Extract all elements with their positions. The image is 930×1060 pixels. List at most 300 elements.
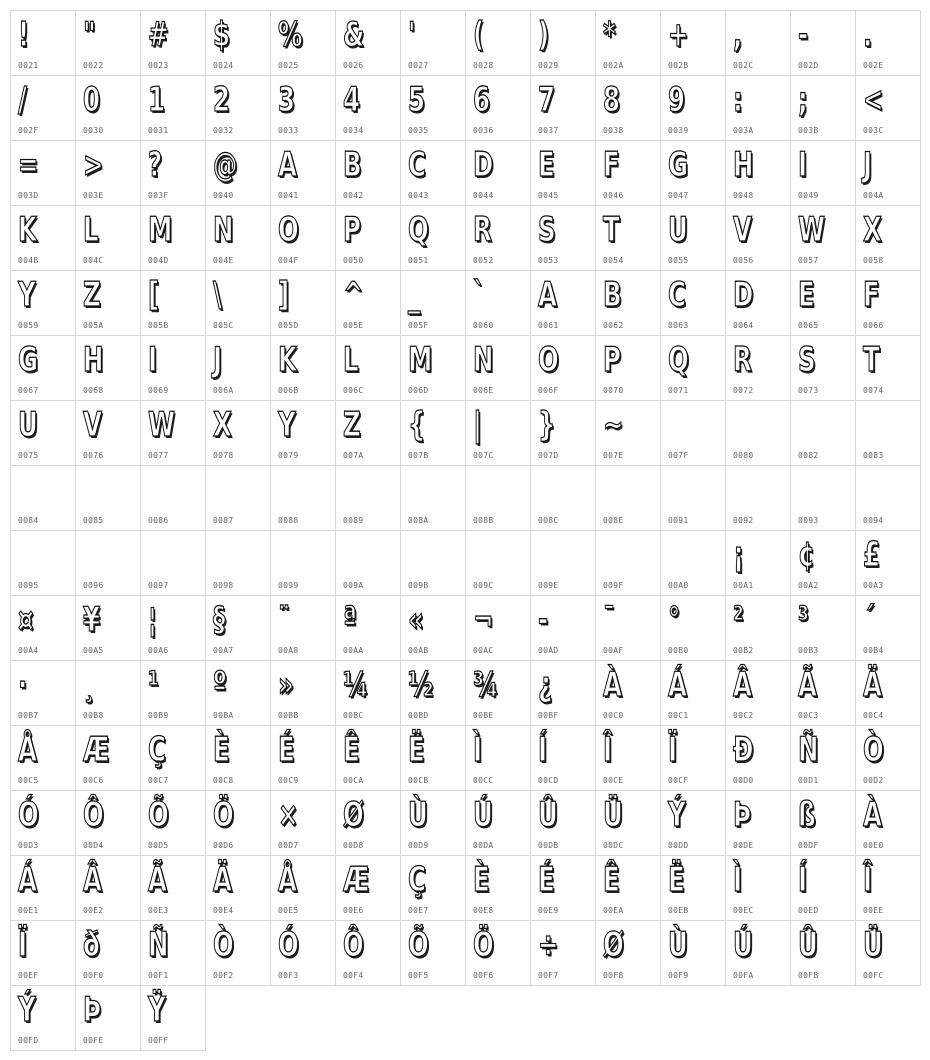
glyph-cell[interactable] (531, 401, 596, 466)
glyph-cell[interactable] (141, 11, 206, 76)
glyph-code-label: 00B8 (83, 711, 104, 720)
glyph-cell[interactable] (271, 206, 336, 271)
glyph-cell[interactable] (661, 661, 726, 726)
glyph-cell[interactable] (661, 856, 726, 921)
glyph-cell[interactable] (466, 206, 531, 271)
glyph-cell[interactable] (141, 206, 206, 271)
glyph-cell[interactable] (76, 921, 141, 986)
glyph-cell[interactable] (141, 661, 206, 726)
glyph-cell[interactable] (531, 336, 596, 401)
glyph-cell[interactable] (141, 141, 206, 206)
glyph-cell[interactable] (336, 206, 401, 271)
glyph-cell[interactable] (661, 336, 726, 401)
glyph-sample: ³ (798, 600, 809, 640)
glyph-cell[interactable] (531, 531, 596, 596)
glyph-cell[interactable] (856, 206, 921, 271)
glyph-sample: Û (538, 795, 558, 835)
glyph-cell[interactable] (336, 11, 401, 76)
glyph-code-label: 00DC (603, 841, 624, 850)
glyph-sample: Í (798, 860, 808, 900)
glyph-code-label: 00EA (603, 906, 624, 915)
glyph-code-label: 00CC (473, 776, 494, 785)
glyph-cell[interactable] (401, 141, 466, 206)
glyph-cell[interactable] (791, 856, 856, 921)
glyph-cell[interactable] (791, 466, 856, 531)
glyph-sample: ¨ (278, 600, 291, 640)
glyph-cell[interactable] (791, 921, 856, 986)
glyph-code-label: 00DF (798, 841, 819, 850)
glyph-cell[interactable] (596, 921, 661, 986)
glyph-cell[interactable] (271, 921, 336, 986)
glyph-cell[interactable] (726, 661, 791, 726)
glyph-code-label: 0070 (603, 386, 624, 395)
glyph-code-label: 00C3 (798, 711, 819, 720)
glyph-cell[interactable] (726, 921, 791, 986)
glyph-cell[interactable] (596, 856, 661, 921)
glyph-cell[interactable] (596, 11, 661, 76)
glyph-cell[interactable] (206, 11, 271, 76)
glyph-cell[interactable] (401, 401, 466, 466)
glyph-cell[interactable] (726, 596, 791, 661)
glyph-sample: ? (148, 145, 163, 185)
glyph-cell[interactable] (596, 76, 661, 141)
glyph-cell[interactable] (401, 271, 466, 336)
glyph-cell[interactable] (401, 76, 466, 141)
glyph-cell[interactable] (336, 791, 401, 856)
glyph-sample: A (278, 145, 297, 185)
glyph-cell[interactable] (76, 791, 141, 856)
glyph-cell[interactable] (856, 531, 921, 596)
glyph-cell[interactable] (661, 921, 726, 986)
glyph-cell[interactable] (661, 76, 726, 141)
glyph-code-label: 0031 (148, 126, 169, 135)
glyph-sample: M (148, 210, 173, 250)
glyph-cell[interactable] (856, 661, 921, 726)
glyph-cell[interactable] (466, 791, 531, 856)
glyph-sample: + (668, 15, 689, 55)
glyph-sample: À (603, 665, 622, 705)
glyph-cell[interactable] (791, 206, 856, 271)
glyph-cell[interactable] (726, 11, 791, 76)
glyph-code-label: 0096 (83, 581, 104, 590)
glyph-cell[interactable] (76, 336, 141, 401)
glyph-cell[interactable] (271, 661, 336, 726)
glyph-sample: Ë (408, 730, 425, 770)
glyph-sample: . (863, 15, 873, 55)
glyph-cell[interactable] (791, 401, 856, 466)
glyph-cell[interactable] (76, 986, 141, 1051)
glyph-cell[interactable] (791, 336, 856, 401)
glyph-cell[interactable] (336, 141, 401, 206)
glyph-code-label: 0047 (668, 191, 689, 200)
glyph-code-label: 00AF (603, 646, 624, 655)
glyph-cell[interactable] (206, 726, 271, 791)
glyph-sample: 3 (278, 80, 296, 120)
glyph-sample: W (798, 210, 826, 250)
glyph-sample: È (473, 860, 490, 900)
glyph-cell[interactable] (856, 921, 921, 986)
glyph-cell[interactable] (11, 466, 76, 531)
glyph-cell[interactable] (531, 791, 596, 856)
glyph-cell[interactable] (596, 661, 661, 726)
glyph-cell[interactable] (726, 791, 791, 856)
glyph-code-label: 006C (343, 386, 364, 395)
glyph-sample: Ô (343, 925, 364, 965)
glyph-cell[interactable] (271, 726, 336, 791)
glyph-cell[interactable] (271, 791, 336, 856)
glyph-cell[interactable] (856, 856, 921, 921)
glyph-code-label: 007F (668, 451, 689, 460)
glyph-cell[interactable] (531, 726, 596, 791)
glyph-cell[interactable] (401, 921, 466, 986)
glyph-sample: Õ (408, 925, 429, 965)
glyph-cell[interactable] (856, 141, 921, 206)
glyph-cell[interactable] (336, 336, 401, 401)
glyph-sample: Ô (83, 795, 104, 835)
glyph-cell[interactable] (206, 791, 271, 856)
glyph-cell[interactable] (661, 401, 726, 466)
glyph-cell[interactable] (661, 596, 726, 661)
glyph-cell[interactable] (726, 206, 791, 271)
glyph-cell[interactable] (531, 141, 596, 206)
glyph-cell[interactable] (11, 791, 76, 856)
glyph-code-label: 003E (83, 191, 104, 200)
glyph-cell[interactable] (531, 76, 596, 141)
glyph-cell[interactable] (401, 336, 466, 401)
glyph-cell[interactable] (141, 986, 206, 1051)
glyph-sample: P (603, 340, 621, 380)
glyph-sample: V (733, 210, 752, 250)
glyph-cell[interactable] (466, 141, 531, 206)
glyph-cell[interactable] (206, 466, 271, 531)
glyph-sample: | (473, 405, 482, 445)
glyph-cell[interactable] (466, 531, 531, 596)
glyph-cell[interactable] (791, 531, 856, 596)
glyph-cell[interactable] (726, 531, 791, 596)
glyph-sample: X (863, 210, 882, 250)
glyph-code-label: 00A0 (668, 581, 689, 590)
glyph-cell[interactable] (791, 76, 856, 141)
glyph-cell[interactable] (596, 401, 661, 466)
glyph-cell[interactable] (76, 271, 141, 336)
glyph-cell[interactable] (856, 791, 921, 856)
glyph-cell[interactable] (271, 466, 336, 531)
glyph-cell[interactable] (466, 401, 531, 466)
glyph-cell[interactable] (596, 336, 661, 401)
glyph-sample: / (18, 80, 27, 120)
glyph-code-label: 00D5 (148, 841, 169, 850)
glyph-code-label: 0079 (278, 451, 299, 460)
glyph-cell[interactable] (726, 271, 791, 336)
glyph-cell[interactable] (336, 661, 401, 726)
glyph-cell[interactable] (596, 206, 661, 271)
glyph-code-label: 0063 (668, 321, 689, 330)
glyph-cell[interactable] (336, 466, 401, 531)
glyph-cell[interactable] (466, 856, 531, 921)
glyph-sample: S (798, 340, 816, 380)
glyph-cell[interactable] (791, 271, 856, 336)
glyph-cell[interactable] (271, 76, 336, 141)
glyph-code-label: 0082 (798, 451, 819, 460)
glyph-cell[interactable] (596, 596, 661, 661)
glyph-sample: F (603, 145, 620, 185)
glyph-cell[interactable] (791, 661, 856, 726)
glyph-cell[interactable] (596, 791, 661, 856)
glyph-cell[interactable] (141, 336, 206, 401)
glyph-sample: Â (733, 665, 752, 705)
glyph-cell[interactable] (76, 141, 141, 206)
glyph-code-label: 00BD (408, 711, 429, 720)
glyph-cell[interactable] (466, 76, 531, 141)
glyph-cell[interactable] (11, 856, 76, 921)
glyph-cell[interactable] (596, 271, 661, 336)
glyph-cell[interactable] (206, 76, 271, 141)
glyph-cell[interactable] (531, 466, 596, 531)
glyph-cell[interactable] (726, 76, 791, 141)
glyph-cell[interactable] (401, 531, 466, 596)
glyph-cell[interactable] (791, 791, 856, 856)
glyph-cell[interactable] (791, 141, 856, 206)
glyph-sample: Û (798, 925, 818, 965)
glyph-cell[interactable] (466, 661, 531, 726)
glyph-code-label: 00D7 (278, 841, 299, 850)
glyph-sample: 4 (343, 80, 361, 120)
glyph-cell[interactable] (596, 531, 661, 596)
glyph-cell[interactable] (11, 986, 76, 1051)
glyph-cell[interactable] (76, 726, 141, 791)
glyph-cell[interactable] (11, 141, 76, 206)
glyph-cell[interactable] (206, 336, 271, 401)
glyph-cell[interactable] (336, 401, 401, 466)
glyph-code-label: 00E2 (83, 906, 104, 915)
glyph-sample: L (83, 210, 99, 250)
glyph-cell[interactable] (141, 531, 206, 596)
glyph-cell[interactable] (856, 401, 921, 466)
glyph-cell[interactable] (336, 726, 401, 791)
glyph-cell[interactable] (661, 466, 726, 531)
glyph-cell[interactable] (206, 206, 271, 271)
glyph-cell[interactable] (466, 336, 531, 401)
glyph-sample: ¯ (603, 600, 616, 640)
glyph-cell[interactable] (856, 726, 921, 791)
glyph-cell[interactable] (336, 596, 401, 661)
glyph-cell[interactable] (141, 271, 206, 336)
glyph-cell[interactable] (11, 206, 76, 271)
glyph-cell[interactable] (11, 76, 76, 141)
glyph-cell[interactable] (466, 596, 531, 661)
glyph-cell[interactable] (531, 661, 596, 726)
glyph-cell[interactable] (11, 661, 76, 726)
glyph-cell[interactable] (466, 271, 531, 336)
glyph-cell[interactable] (206, 856, 271, 921)
glyph-cell[interactable] (336, 76, 401, 141)
glyph-cell[interactable] (76, 661, 141, 726)
glyph-cell[interactable] (401, 791, 466, 856)
glyph-code-label: 00DA (473, 841, 494, 850)
glyph-cell[interactable] (661, 726, 726, 791)
glyph-code-label: 00AA (343, 646, 364, 655)
glyph-cell[interactable] (141, 76, 206, 141)
glyph-cell[interactable] (661, 271, 726, 336)
glyph-cell[interactable] (271, 596, 336, 661)
glyph-cell[interactable] (856, 271, 921, 336)
glyph-cell[interactable] (596, 466, 661, 531)
glyph-cell[interactable] (141, 856, 206, 921)
glyph-cell[interactable] (466, 921, 531, 986)
glyph-cell[interactable] (726, 726, 791, 791)
glyph-code-label: 003A (733, 126, 754, 135)
glyph-cell[interactable] (856, 466, 921, 531)
glyph-cell[interactable] (11, 271, 76, 336)
glyph-cell[interactable] (661, 11, 726, 76)
glyph-cell[interactable] (401, 661, 466, 726)
glyph-sample: Ü (863, 925, 883, 965)
glyph-cell[interactable] (336, 856, 401, 921)
glyph-sample: ¦ (148, 600, 157, 640)
glyph-cell[interactable] (141, 401, 206, 466)
glyph-sample: 5 (408, 80, 426, 120)
glyph-sample: $ (213, 15, 231, 55)
glyph-code-label: 00F0 (83, 971, 104, 980)
glyph-code-label: 007D (538, 451, 559, 460)
glyph-sample: Á (18, 860, 37, 900)
glyph-cell[interactable] (206, 531, 271, 596)
glyph-cell[interactable] (661, 206, 726, 271)
glyph-cell[interactable] (661, 531, 726, 596)
glyph-cell[interactable] (76, 206, 141, 271)
glyph-cell[interactable] (401, 596, 466, 661)
glyph-cell[interactable] (596, 726, 661, 791)
glyph-cell[interactable] (401, 856, 466, 921)
glyph-cell[interactable] (726, 401, 791, 466)
glyph-cell[interactable] (791, 11, 856, 76)
glyph-sample: Ö (473, 925, 494, 965)
glyph-cell[interactable] (401, 206, 466, 271)
glyph-code-label: 008E (603, 516, 624, 525)
glyph-cell[interactable] (726, 856, 791, 921)
glyph-cell[interactable] (791, 596, 856, 661)
glyph-code-label: 00F6 (473, 971, 494, 980)
glyph-sample: Ï (668, 730, 678, 770)
glyph-cell[interactable] (466, 726, 531, 791)
glyph-cell[interactable] (76, 76, 141, 141)
glyph-cell[interactable] (141, 596, 206, 661)
glyph-cell[interactable] (531, 921, 596, 986)
glyph-cell[interactable] (11, 596, 76, 661)
glyph-cell[interactable] (141, 466, 206, 531)
glyph-cell[interactable] (726, 141, 791, 206)
glyph-sample: À (863, 795, 882, 835)
glyph-code-label: 0085 (83, 516, 104, 525)
glyph-code-label: 00AC (473, 646, 494, 655)
glyph-sample: I (148, 340, 158, 380)
glyph-cell[interactable] (401, 726, 466, 791)
glyph-code-label: 003C (863, 126, 884, 135)
glyph-cell[interactable] (76, 401, 141, 466)
glyph-cell[interactable] (271, 856, 336, 921)
glyph-cell[interactable] (336, 531, 401, 596)
glyph-sample: 0 (83, 80, 101, 120)
glyph-cell[interactable] (531, 206, 596, 271)
glyph-cell[interactable] (401, 466, 466, 531)
glyph-cell[interactable] (206, 141, 271, 206)
glyph-sample: ) (538, 15, 550, 55)
glyph-sample: × (278, 795, 299, 835)
glyph-cell[interactable] (76, 531, 141, 596)
glyph-cell[interactable] (76, 11, 141, 76)
glyph-cell[interactable] (726, 336, 791, 401)
glyph-cell[interactable] (11, 531, 76, 596)
glyph-sample: T (603, 210, 620, 250)
glyph-cell[interactable] (76, 596, 141, 661)
glyph-cell[interactable] (271, 401, 336, 466)
glyph-cell[interactable] (336, 921, 401, 986)
glyph-cell[interactable] (141, 921, 206, 986)
glyph-cell[interactable] (336, 271, 401, 336)
glyph-cell[interactable] (531, 856, 596, 921)
glyph-cell[interactable] (531, 11, 596, 76)
glyph-cell[interactable] (531, 271, 596, 336)
glyph-cell[interactable] (466, 11, 531, 76)
glyph-cell[interactable] (271, 271, 336, 336)
glyph-cell[interactable] (856, 596, 921, 661)
glyph-cell[interactable] (661, 141, 726, 206)
glyph-cell[interactable] (11, 726, 76, 791)
glyph-cell[interactable] (856, 76, 921, 141)
glyph-code-label: 00EC (733, 906, 754, 915)
glyph-sample: Ù (408, 795, 428, 835)
glyph-cell[interactable] (11, 11, 76, 76)
glyph-sample: X (213, 405, 232, 445)
glyph-cell[interactable] (206, 401, 271, 466)
glyph-cell[interactable] (141, 791, 206, 856)
glyph-cell[interactable] (206, 271, 271, 336)
glyph-code-label: 00B7 (18, 711, 39, 720)
glyph-code-label: 0050 (343, 256, 364, 265)
glyph-cell[interactable] (791, 726, 856, 791)
glyph-cell[interactable] (271, 531, 336, 596)
glyph-cell[interactable] (661, 791, 726, 856)
glyph-cell[interactable] (271, 336, 336, 401)
glyph-sample: K (278, 340, 297, 380)
glyph-cell[interactable] (76, 856, 141, 921)
glyph-cell[interactable] (271, 141, 336, 206)
glyph-code-label: 0027 (408, 61, 429, 70)
glyph-cell[interactable] (11, 401, 76, 466)
glyph-cell[interactable] (726, 466, 791, 531)
glyph-cell[interactable] (596, 141, 661, 206)
glyph-cell[interactable] (76, 466, 141, 531)
glyph-sample: ~ (603, 405, 624, 445)
glyph-cell[interactable] (856, 11, 921, 76)
glyph-cell[interactable] (531, 596, 596, 661)
glyph-cell[interactable] (466, 466, 531, 531)
glyph-code-label: 00BB (278, 711, 299, 720)
glyph-sample: ¤ (18, 600, 34, 640)
glyph-cell[interactable] (206, 661, 271, 726)
glyph-sample: ¢ (798, 535, 816, 575)
glyph-cell[interactable] (141, 726, 206, 791)
glyph-cell[interactable] (401, 11, 466, 76)
glyph-cell[interactable] (206, 921, 271, 986)
glyph-sample: Ì (733, 860, 743, 900)
glyph-cell[interactable] (206, 596, 271, 661)
glyph-cell[interactable] (11, 336, 76, 401)
glyph-cell[interactable] (856, 336, 921, 401)
glyph-cell[interactable] (11, 921, 76, 986)
glyph-cell[interactable] (271, 11, 336, 76)
glyph-sample: W (148, 405, 176, 445)
